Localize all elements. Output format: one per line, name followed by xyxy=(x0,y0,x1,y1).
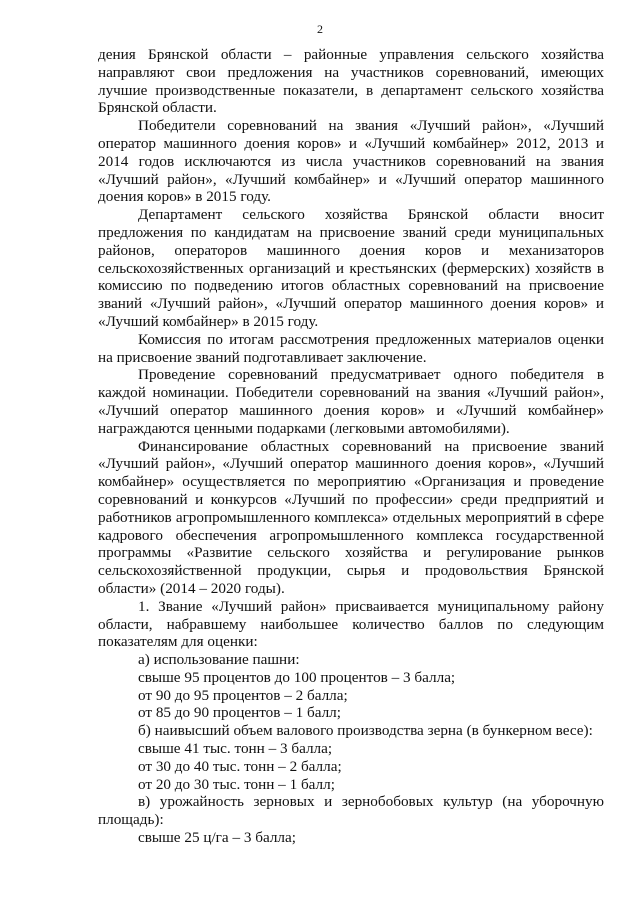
list-item: свыше 95 процентов до 100 процентов – 3 балла; xyxy=(138,668,456,686)
paragraph: Департамент сельского хозяйства Брянской области вносит предложения по кандидатам на присвоение званий среди муниципальных районов, операторов машинного доения коров и механизаторов сельскохозяйственных организаций и крестьянских (фермерских) хозяйств в комиссию по подведению итогов областных соревнований на присвоение званий «Лучший район», «Лучший оператор машинного доения коров» и «Лучший комбайнер» в 2015 году. xyxy=(98,206,604,330)
paragraph: Финансирование областных соревнований на присвоение званий «Лучший район», «Лучший оператор машинного доения коров», «Лучший комбайнер» осуществляется по мероприятию «Организация и проведение соревнований и конкурсов «Лучший по профессии» среди предприятий и работников агропромышленного комплекса» отдельных мероприятий в сфере кадрового обеспечения агропромышленного комплекса государственной программы «Развитие сельского хозяйства и регулирование рынков сельскохозяйственной продукции, сырья и продовольствия Брянской области» (2014 – 2020 годы). xyxy=(98,437,604,597)
list-item: свыше 41 тыс. тонн – 3 балла; xyxy=(138,740,333,758)
paragraph: Проведение соревнований предусматривает одного победителя в каждой номинации. Победители соревнований на звания «Лучший район», «Лучший оператор машинного доения коров» и «Лучший комбайнер» награждаются ценными подарками (легковыми автомобилями). xyxy=(98,366,604,437)
paragraph: Победители соревнований на звания «Лучший район», «Лучший оператор машинного доения коров» и «Лучший комбайнер» 2012, 2013 и 2014 годов исключаются из числа участников соревнований на звания «Лучший район», «Лучший комбайнер» и «Лучший оператор машинного доения коров» в 2015 году. xyxy=(98,117,604,206)
list-item: от 90 до 95 процентов – 2 балла; xyxy=(138,686,348,704)
paragraph: дения Брянской области – районные управления сельского хозяйства направляют свои предложения на участников соревнований, имеющих лучшие производственные показатели, в департамент сельского хозяйства Брянской области. xyxy=(98,46,604,117)
document-body xyxy=(98,46,604,847)
list-item: б) наивысший объем валового производства зерна (в бункерном весе): xyxy=(138,722,593,740)
list-item: свыше 25 ц/га – 3 балла; xyxy=(138,829,296,847)
paragraph: Комиссия по итогам рассмотрения предложенных материалов оценки на присвоение званий подготавливает заключение. xyxy=(98,330,604,366)
list-item: от 20 до 30 тыс. тонн – 1 балл; xyxy=(138,775,335,793)
paragraph: 1. Звание «Лучший район» присваивается муниципальному району области, набравшему наибольшее количество баллов по следующим показателям для оценки: xyxy=(98,597,604,651)
list-item: от 30 до 40 тыс. тонн – 2 балла; xyxy=(138,757,342,775)
page-number: 2 xyxy=(317,22,323,36)
list-item: от 85 до 90 процентов – 1 балл; xyxy=(138,704,341,722)
list-item: а) использование пашни: xyxy=(138,651,300,669)
list-item: в) урожайность зерновых и зернобобовых культур (на уборочную площадь): xyxy=(98,793,604,829)
